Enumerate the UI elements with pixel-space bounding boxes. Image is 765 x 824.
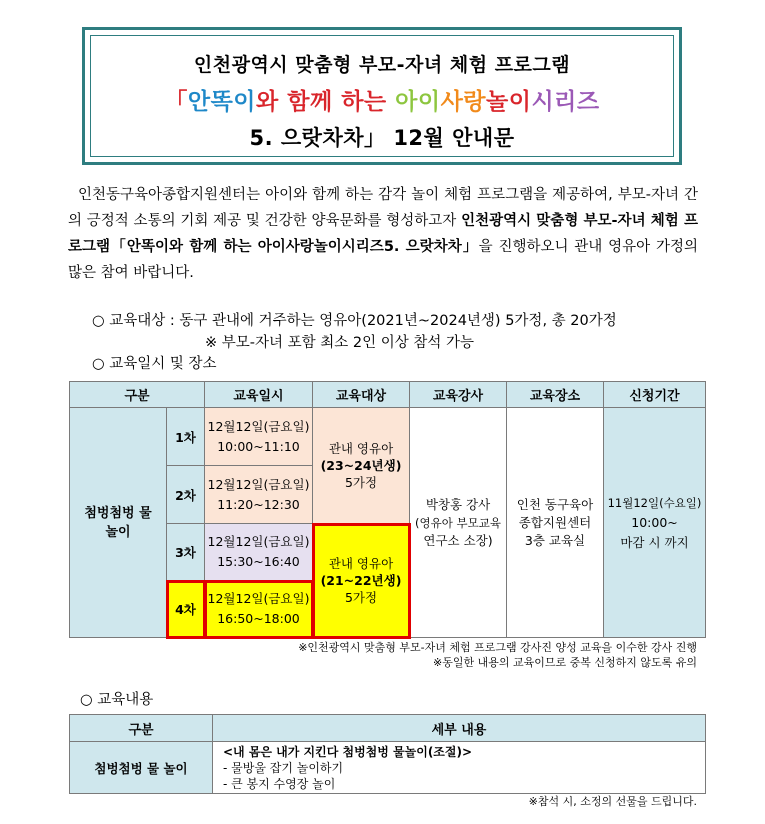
intro-paragraph bbox=[68, 182, 698, 286]
apply-period-cell bbox=[604, 408, 706, 638]
round-1: 1차 bbox=[167, 408, 205, 466]
place-cell bbox=[507, 408, 604, 638]
round-3: 3차 bbox=[167, 524, 205, 581]
title-bracket-open: 「 bbox=[164, 89, 188, 115]
session-3-datetime bbox=[205, 524, 313, 581]
intro-text-1: 인천동구육아종합지원센터는 아이와 함께 하는 감각 놀이 체험 프로그램을 제공하여, 부모-자녀 간의 긍정적 소통의 기회 제공 및 건강한 양육문화를 형성하고자 bbox=[68, 187, 698, 229]
program-name: 첨벙첨벙 물 놀이 bbox=[84, 505, 152, 540]
target-a-cell bbox=[313, 408, 410, 524]
place-line3: 3층 교육실 bbox=[524, 532, 586, 548]
schedule-note-2: ※동일한 내용의 교육이므로 중복 신청하지 않도록 유의 bbox=[433, 656, 697, 669]
session-4-datetime bbox=[205, 581, 313, 638]
content-row bbox=[70, 742, 706, 794]
session-3-date: 12월12일(금요일) bbox=[207, 534, 310, 549]
session-2-time: 11:20~12:30 bbox=[217, 496, 300, 512]
program-name-cell bbox=[70, 408, 167, 638]
schedule-note-1: ※인천광역시 맞춤형 부모-자녀 체험 프로그램 강사진 양성 교육을 이수한 강사 진행 bbox=[298, 641, 697, 654]
header-target: 교육대상 bbox=[313, 382, 410, 408]
intro-program-name: 인천광역시 맞춤형 부모-자녀 체험 프로그램「안똑이와 함께 하는 아이사랑놀이시리즈5. 으랏차차」 bbox=[68, 213, 698, 255]
title-box bbox=[82, 27, 682, 165]
bullet-content: ○ 교육내용 bbox=[80, 692, 154, 708]
header-apply-period: 신청기간 bbox=[604, 382, 706, 408]
session-2-date: 12월12일(금요일) bbox=[207, 476, 310, 492]
content-detail-cell bbox=[213, 742, 706, 794]
session-1-datetime bbox=[205, 408, 313, 466]
content-detail-1: - 물방울 잡기 놀이하기 bbox=[223, 760, 344, 775]
apply-line3: 마감 시 까지 bbox=[620, 534, 689, 550]
title-line-3: 5. 으랏차차」 12월 안내문 bbox=[249, 126, 515, 150]
round-4: 4차 bbox=[167, 581, 205, 638]
content-note: ※참석 시, 소정의 선물을 드립니다. bbox=[528, 795, 697, 808]
instructor-line2: (영유아 부모교육 bbox=[415, 515, 501, 530]
apply-line2: 10:00~ bbox=[631, 514, 678, 530]
round-2: 2차 bbox=[167, 466, 205, 524]
instructor-cell bbox=[410, 408, 507, 638]
title-ai: 아이 bbox=[395, 89, 441, 115]
target-b-cell bbox=[313, 524, 410, 638]
bullet-target: ○ 교육대상 : 동구 관내에 거주하는 영유아(2021년~2024년생) 5가정, 총 20가정 bbox=[92, 313, 617, 329]
target-a-line3: 5가정 bbox=[344, 475, 378, 490]
place-line1: 인천 동구육아 bbox=[516, 496, 594, 512]
place-line2: 종합지원센터 bbox=[518, 514, 592, 530]
session-1-time: 10:00~11:10 bbox=[217, 438, 300, 454]
instructor-line3: 연구소 소장) bbox=[423, 532, 493, 548]
session-1-date: 12월12일(금요일) bbox=[207, 418, 310, 434]
header-datetime: 교육일시 bbox=[205, 382, 313, 408]
header-place: 교육장소 bbox=[507, 382, 604, 408]
target-b-line1: 관내 영유아 bbox=[328, 556, 394, 571]
target-a-line1: 관내 영유아 bbox=[328, 441, 394, 456]
content-detail-title: <내 몸은 내가 지킨다 첨벙첨벙 물놀이(조절)> bbox=[223, 744, 473, 759]
bullet-schedule: ○ 교육일시 및 장소 bbox=[92, 356, 217, 372]
instructor-line1: 박창홍 강사 bbox=[425, 496, 491, 512]
target-b-line2: (21~22년생) bbox=[320, 573, 402, 588]
content-header-detail: 세부 내용 bbox=[213, 715, 706, 742]
content-program-name: 첨벙첨벙 물 놀이 bbox=[70, 742, 213, 794]
title-line-2 bbox=[91, 83, 673, 116]
session-row-1 bbox=[70, 408, 706, 466]
title-with: 와 함께 하는 bbox=[256, 89, 396, 115]
session-4-date: 12월12일(금요일) bbox=[207, 591, 310, 606]
session-4-time: 16:50~18:00 bbox=[217, 611, 300, 626]
bullet-target-note: ※ 부모-자녀 포함 최소 2인 이상 참석 가능 bbox=[205, 335, 474, 351]
title-andoki: 안똑이 bbox=[187, 89, 257, 115]
title-nori: 놀이 bbox=[486, 89, 532, 115]
schedule-table bbox=[69, 381, 706, 638]
header-category: 구분 bbox=[70, 382, 205, 408]
title-line-1: 인천광역시 맞춤형 부모-자녀 체험 프로그램 bbox=[193, 54, 571, 76]
apply-line1: 11월12일(수요일) bbox=[607, 495, 702, 510]
content-detail-2: - 큰 봉지 수영장 놀이 bbox=[223, 776, 336, 791]
session-3-time: 15:30~16:40 bbox=[217, 554, 300, 569]
session-2-datetime bbox=[205, 466, 313, 524]
title-series: 시리즈 bbox=[531, 89, 600, 115]
intro-text-2: 을 진행하오니 관내 영유아 가정의 많은 참여 바랍니다. bbox=[68, 239, 698, 281]
content-table bbox=[69, 714, 706, 794]
schedule-header-row bbox=[70, 382, 706, 408]
header-instructor: 교육강사 bbox=[410, 382, 507, 408]
content-header-row bbox=[70, 715, 706, 742]
target-b-line3: 5가정 bbox=[344, 590, 378, 605]
title-sarang: 사랑 bbox=[440, 89, 487, 115]
content-header-category: 구분 bbox=[70, 715, 213, 742]
target-a-line2: (23~24년생) bbox=[320, 458, 402, 473]
title-inner-frame bbox=[90, 35, 674, 157]
